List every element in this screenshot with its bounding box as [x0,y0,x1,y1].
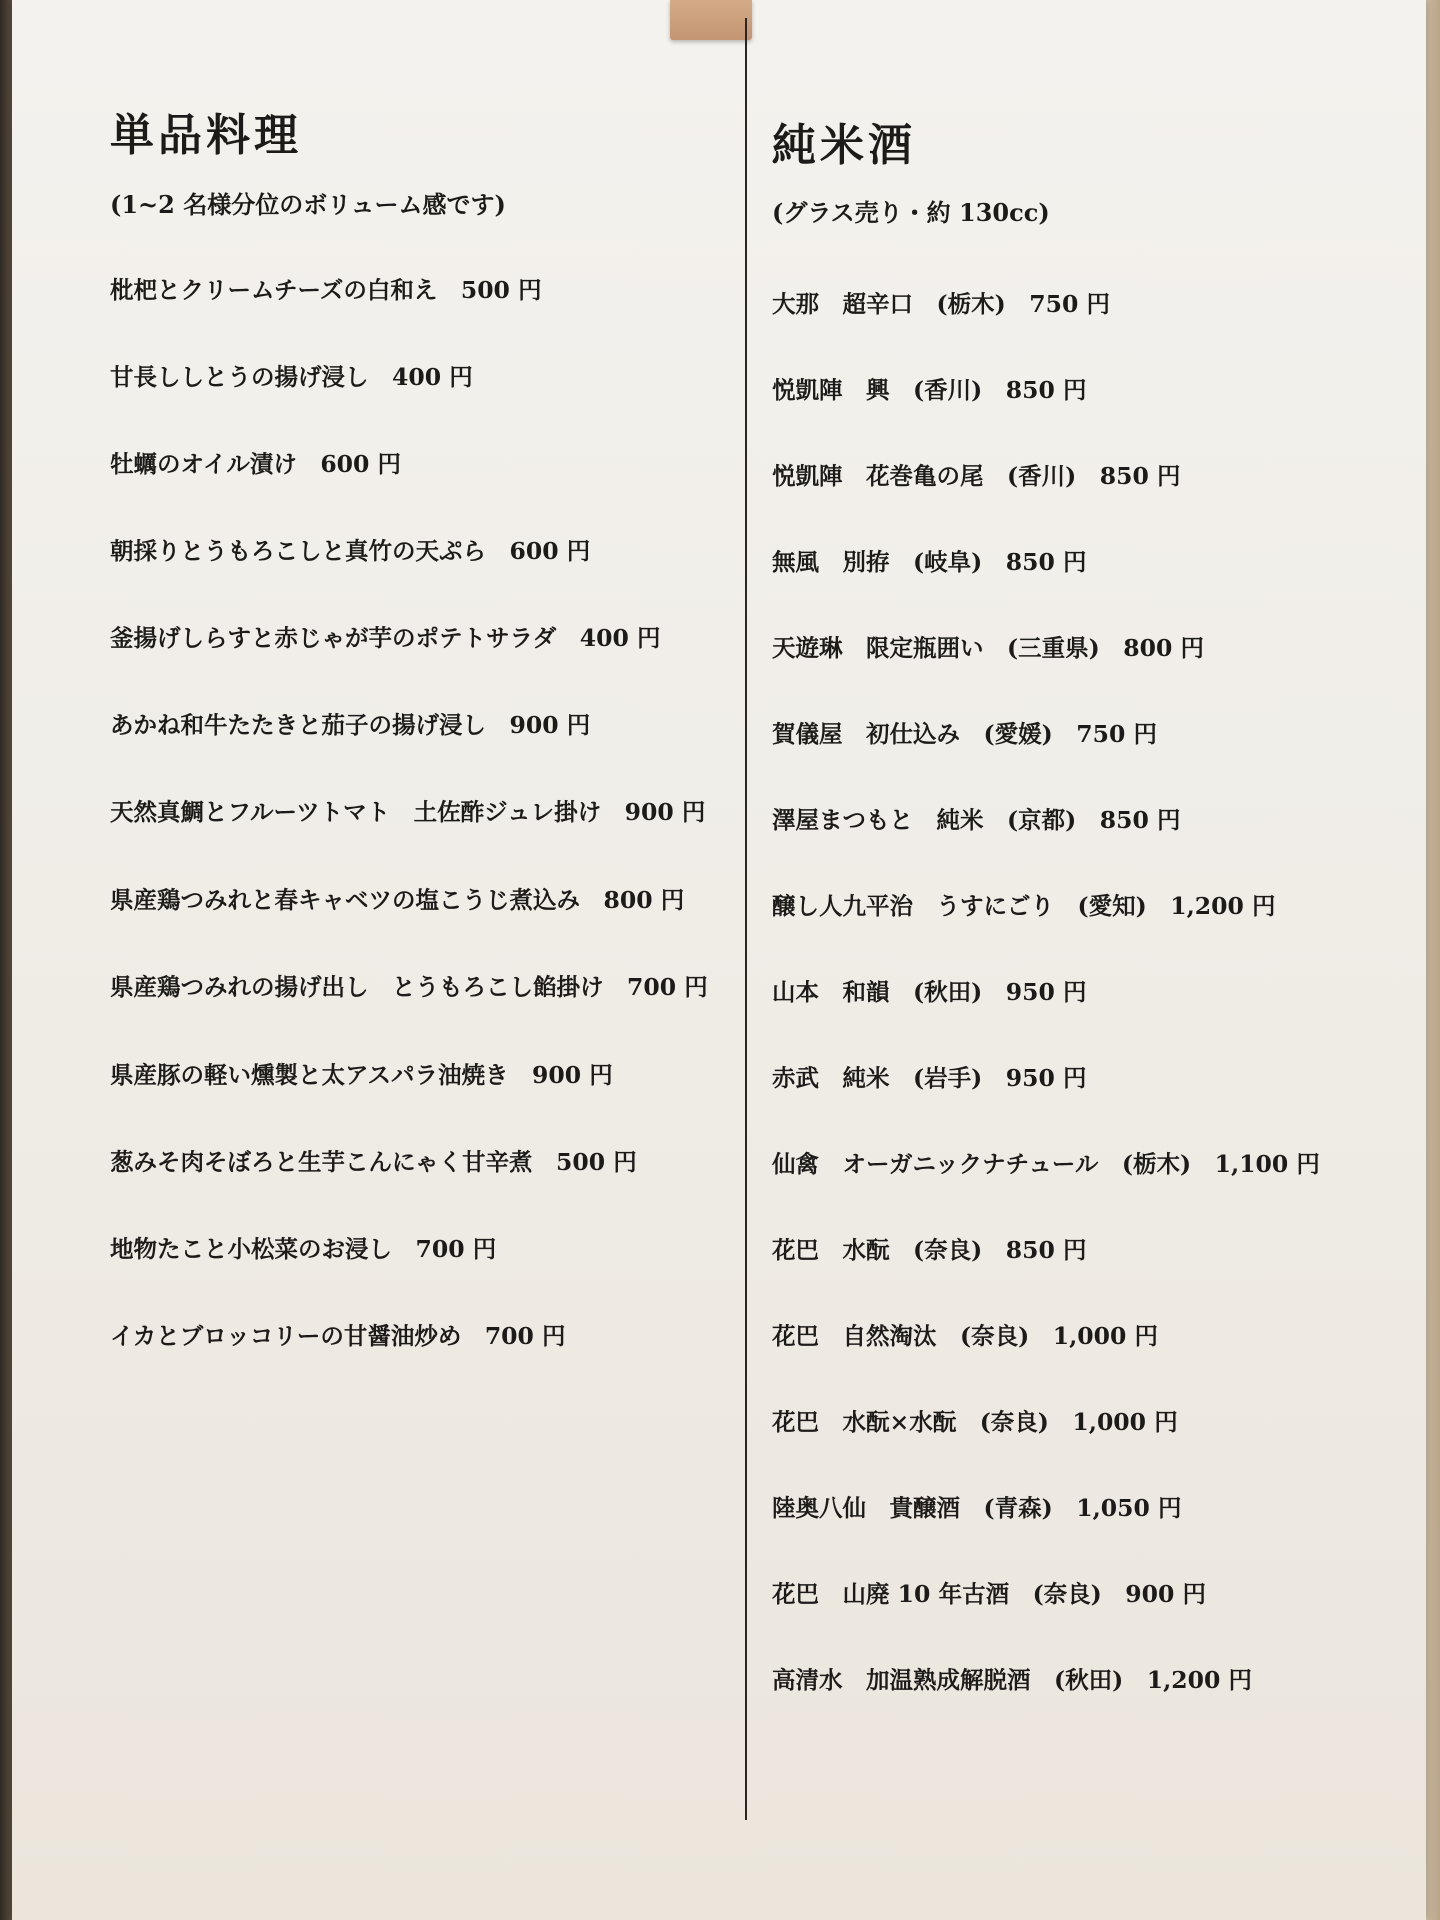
sake-list [772,286,1402,1698]
sake-item: 山本 和韻 (秋田) 950 円 [772,978,1087,1006]
column-divider [745,18,747,1820]
section-subtitle-single-dishes: (1~2 名様分位のボリューム感です) [110,190,506,219]
dish-item: 牡蠣のオイル漬け 600 円 [110,450,402,478]
sake-item: 花巴 山廃 10 年古酒 (奈良) 900 円 [772,1580,1207,1608]
dish-item: 枇杷とクリームチーズの白和え 500 円 [110,276,542,304]
sake-item: 悦凱陣 興 (香川) 850 円 [772,376,1087,404]
sake-item: 賀儀屋 初仕込み (愛媛) 750 円 [772,720,1157,748]
sake-item: 高清水 加温熟成解脱酒 (秋田) 1,200 円 [772,1666,1253,1694]
dish-item: 朝採りとうもろこしと真竹の天ぷら 600 円 [110,537,591,565]
right-column-junmai-sake [772,120,1402,1748]
left-column-single-dishes [110,110,730,1405]
sake-item: 赤武 純米 (岩手) 950 円 [772,1064,1087,1092]
menu-sheet [12,0,1426,1920]
sake-item: 無風 別拵 (岐阜) 850 円 [772,548,1087,576]
dish-item: 天然真鯛とフルーツトマト 土佐酢ジュレ掛け 900 円 [110,798,706,826]
section-title-junmai-sake: 純米酒 [772,120,916,171]
sake-item: 悦凱陣 花巻亀の尾 (香川) 850 円 [772,462,1181,490]
dish-item: 釜揚げしらすと赤じゃが芋のポテトサラダ 400 円 [110,624,661,652]
dish-item: あかね和牛たたきと茄子の揚げ浸し 900 円 [110,711,591,739]
dish-item: 葱みそ肉そぼろと生芋こんにゃく甘辛煮 500 円 [110,1148,637,1176]
dish-item: 県産鶏つみれの揚げ出し とうもろこし餡掛け 700 円 [110,973,708,1001]
section-subtitle-junmai-sake: (グラス売り・約 130cc) [772,198,1050,227]
sake-item: 澤屋まつもと 純米 (京都) 850 円 [772,806,1181,834]
dish-list [110,272,730,1354]
section-title-single-dishes: 単品料理 [110,110,302,161]
sake-item: 天遊琳 限定瓶囲い (三重県) 800 円 [772,634,1204,662]
sake-item: 醸し人九平治 うすにごり (愛知) 1,200 円 [772,892,1276,920]
sake-item: 花巴 水酛×水酛 (奈良) 1,000 円 [772,1408,1178,1436]
sake-item: 大那 超辛口 (栃木) 750 円 [772,290,1110,318]
dish-item: イカとブロッコリーの甘醤油炒め 700 円 [110,1322,566,1350]
dish-item: 県産豚の軽い燻製と太アスパラ油焼き 900 円 [110,1061,613,1089]
sake-item: 仙禽 オーガニックナチュール (栃木) 1,100 円 [772,1150,1320,1178]
sake-item: 花巴 自然淘汰 (奈良) 1,000 円 [772,1322,1159,1350]
binder-clip [670,0,752,40]
dish-item: 甘長ししとうの揚げ浸し 400 円 [110,363,473,391]
dish-item: 地物たこと小松菜のお浸し 700 円 [110,1235,497,1263]
sake-item: 陸奥八仙 貴醸酒 (青森) 1,050 円 [772,1494,1182,1522]
dish-item: 県産鶏つみれと春キャベツの塩こうじ煮込み 800 円 [110,886,685,914]
sake-item: 花巴 水酛 (奈良) 850 円 [772,1236,1087,1264]
